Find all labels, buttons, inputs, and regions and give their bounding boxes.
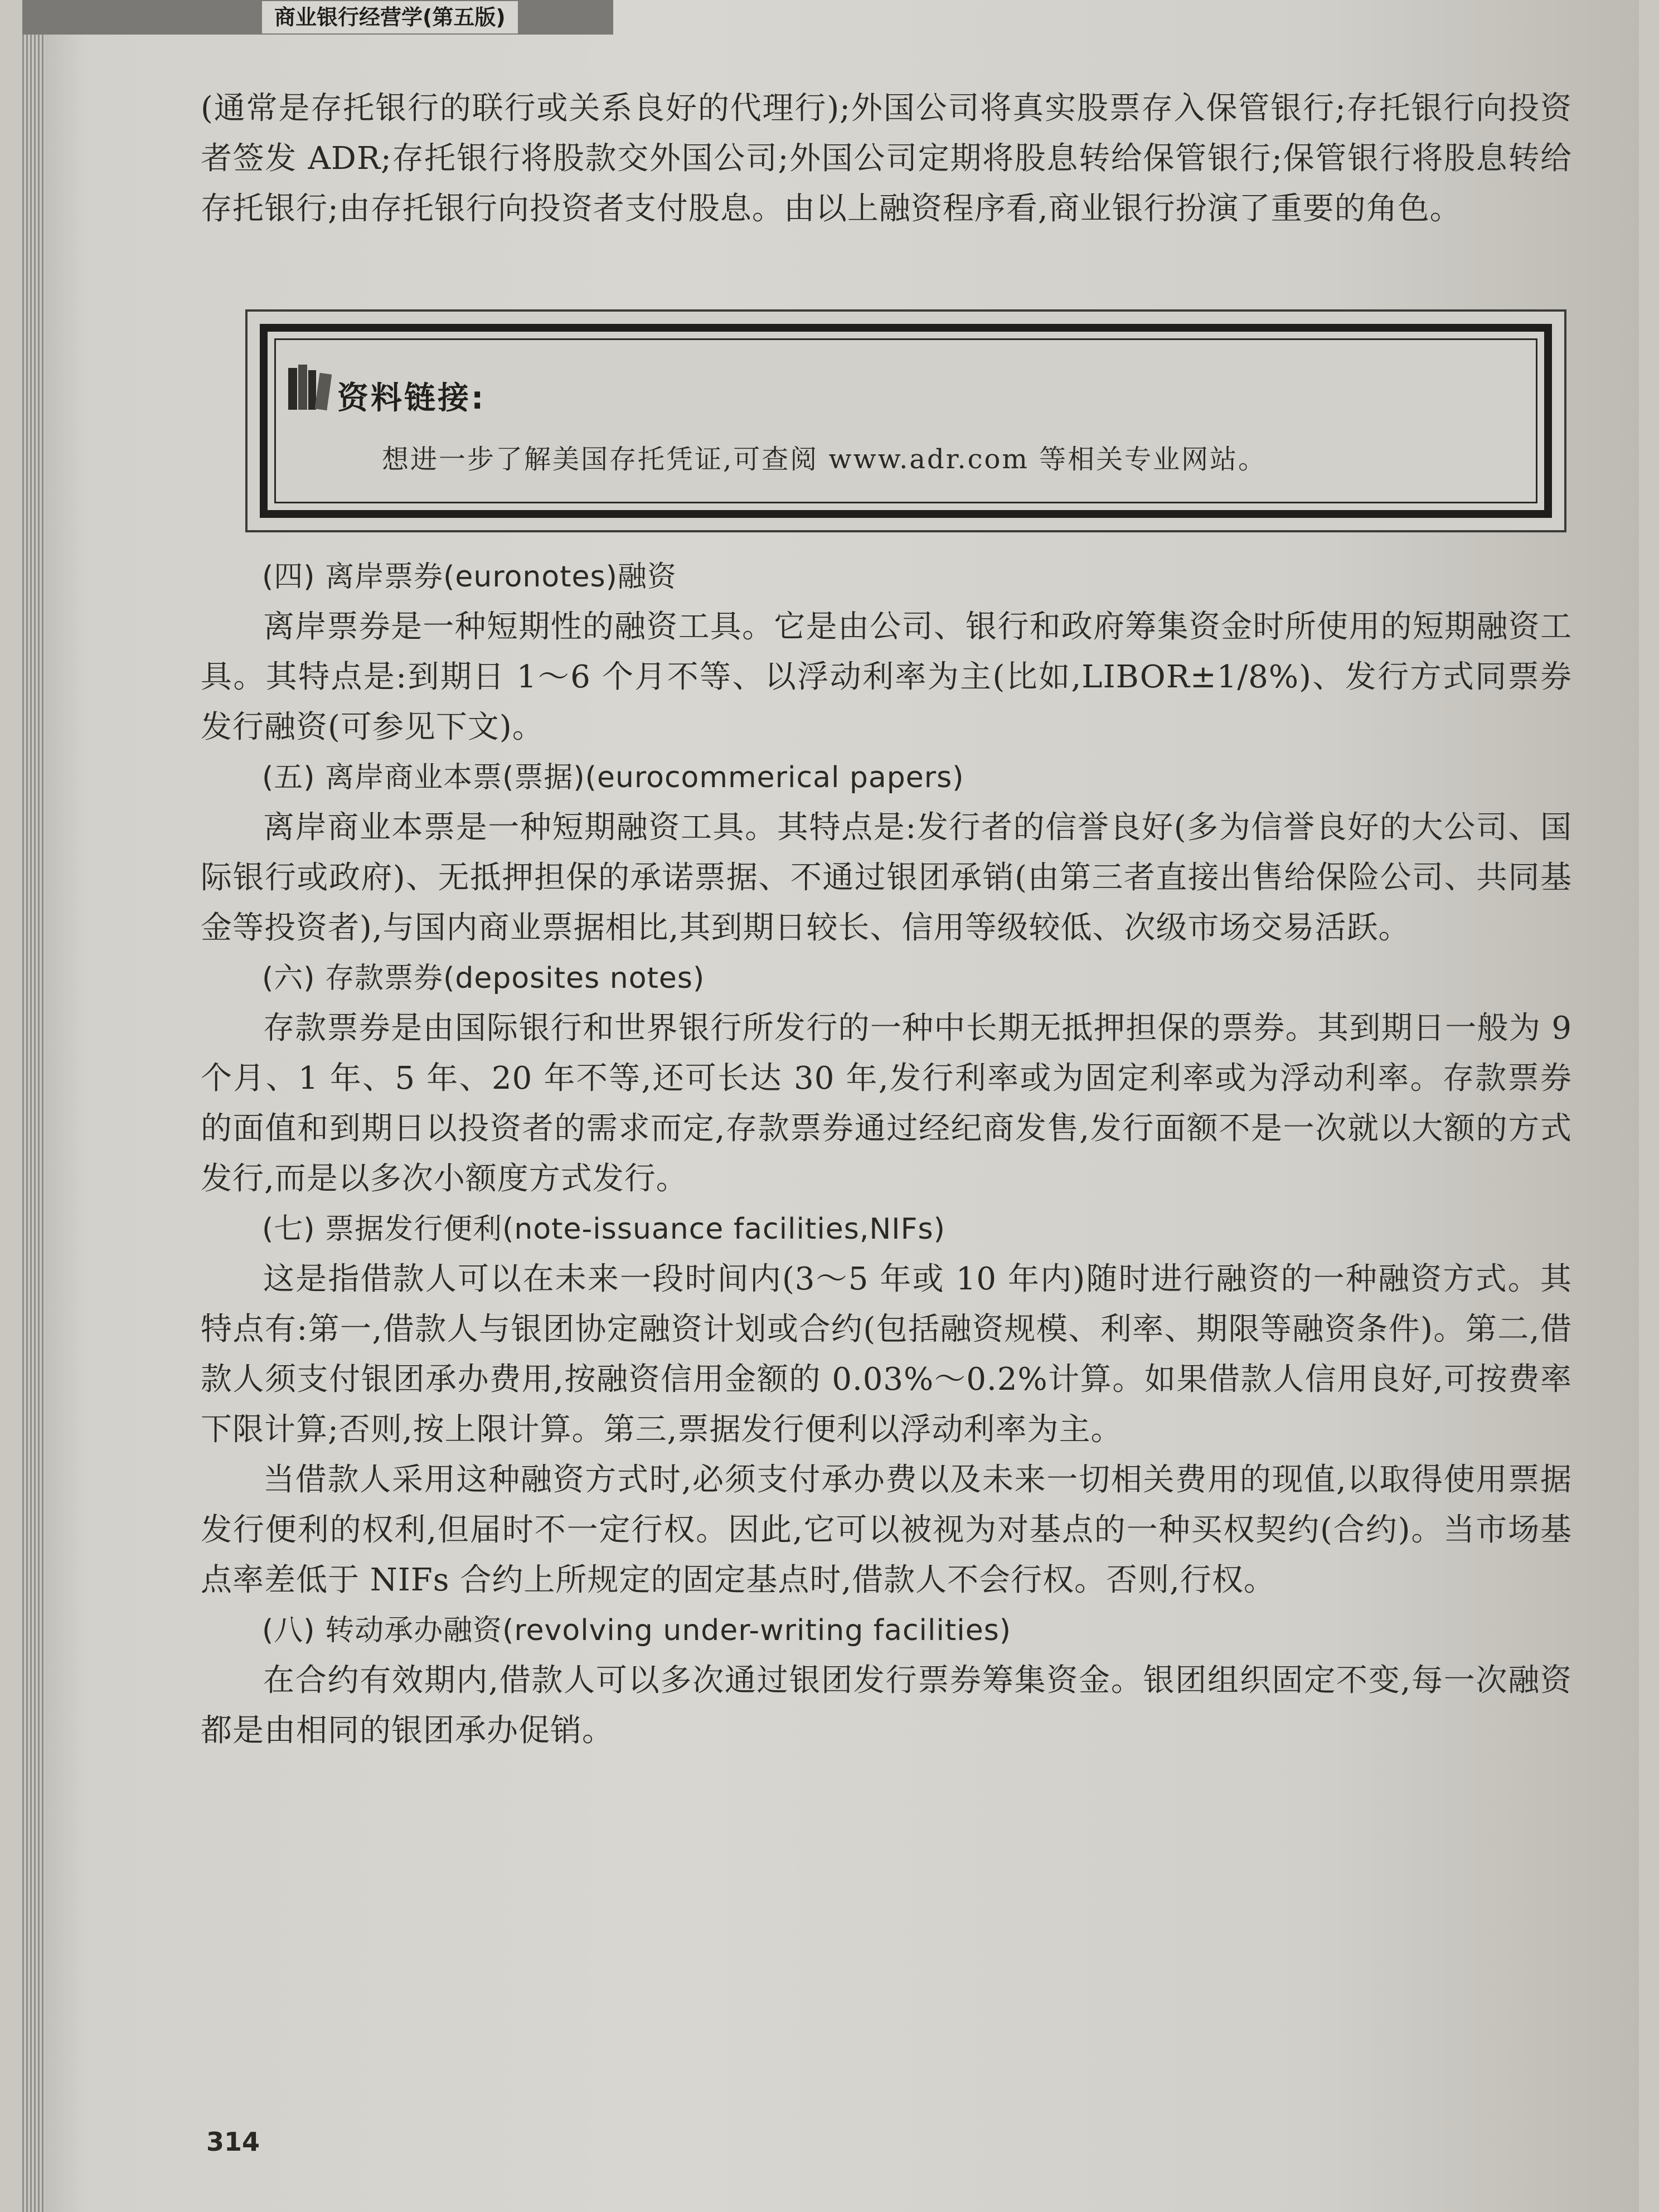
running-header-bar	[22, 0, 613, 35]
section-7-paragraph-1: 这是指借款人可以在未来一段时间内(3～5 年或 10 年内)随时进行融资的一种融资方式。其特点有:第一,借款人与银团协定融资计划或合约(包括融资规模、利率、期限等融资条件)。第二,借款人须支付银团承办费用,按融资信用金额的 0.03%～0.2%计算。如果借款人信用良好,可按费率下限计算;否则,按上限计算。第三,票据发行便利以浮动利率为主。	[201, 1261, 1572, 1448]
section-heading-5: (五) 离岸商业本票(票据)(eurocommerical papers)	[262, 761, 964, 794]
section-heading-4: (四) 离岸票券(euronotes)融资	[262, 560, 677, 594]
info-box	[245, 309, 1566, 532]
top-text-block	[201, 84, 1572, 234]
info-box-frame	[260, 324, 1552, 518]
books-icon	[287, 362, 332, 413]
section-7-paragraph-2: 当借款人采用这种融资方式时,必须支付承办费以及未来一切相关费用的现值,以取得使用票据发行便利的权利,但届时不一定行权。因此,它可以被视为对基点的一种买权契约(合约)。当市场基点率差低于 NIFs 合约上所规定的固定基点时,借款人不会行权。否则,行权。	[201, 1462, 1572, 1598]
info-box-inner-frame	[274, 338, 1537, 503]
section-heading-7: (七) 票据发行便利(note-issuance facilities,NIFs)	[262, 1212, 945, 1246]
page-edge-stack	[22, 0, 45, 2212]
info-box-text: 想进一步了解美国存托凭证,可查阅 www.adr.com 等相关专业网站。	[382, 444, 1267, 475]
book-page	[22, 0, 1639, 2212]
main-text-block	[201, 552, 1572, 1756]
info-box-label: 资料链接:	[337, 380, 486, 416]
top-paragraph: (通常是存托银行的联行或关系良好的代理行);外国公司将真实股票存入保管银行;存托银行向投资者签发 ADR;存托银行将股款交外国公司;外国公司定期将股息转给保管银行;保管银行将股息转给存托银行;由存托银行向投资者支付股息。由以上融资程序看,商业银行扮演了重要的角色。	[201, 90, 1572, 227]
section-5-paragraph: 离岸商业本票是一种短期融资工具。其特点是:发行者的信誉良好(多为信誉良好的大公司、国际银行或政府)、无抵押担保的承诺票据、不通过银团承销(由第三者直接出售给保险公司、共同基金等投资者),与国内商业票据相比,其到期日较长、信用等级较低、次级市场交易活跃。	[201, 809, 1572, 946]
section-heading-8: (八) 转动承办融资(revolving under-writing facilities)	[262, 1614, 1012, 1647]
section-heading-6: (六) 存款票券(deposites notes)	[262, 962, 705, 995]
section-8-paragraph: 在合约有效期内,借款人可以多次通过银团发行票券筹集资金。银团组织固定不变,每一次融资都是由相同的银团承办促销。	[201, 1662, 1572, 1749]
section-4-paragraph: 离岸票券是一种短期性的融资工具。它是由公司、银行和政府筹集资金时所使用的短期融资工具。其特点是:到期日 1～6 个月不等、以浮动利率为主(比如,LIBOR±1/8%)、发行方式同票券发行融资(可参见下文)。	[201, 609, 1572, 745]
section-6-paragraph: 存款票券是由国际银行和世界银行所发行的一种中长期无抵押担保的票券。其到期日一般为 9 个月、1 年、5 年、20 年不等,还可长达 30 年,发行利率或为固定利率或为浮动利率。存款票券的面值和到期日以投资者的需求而定,存款票券通过经纪商发售,发行面额不是一次就以大额的方式发行,而是以多次小额度方式发行。	[201, 1010, 1572, 1197]
page-number: 314	[206, 2127, 260, 2157]
running-header-title: 商业银行经营学(第五版)	[262, 1, 518, 33]
